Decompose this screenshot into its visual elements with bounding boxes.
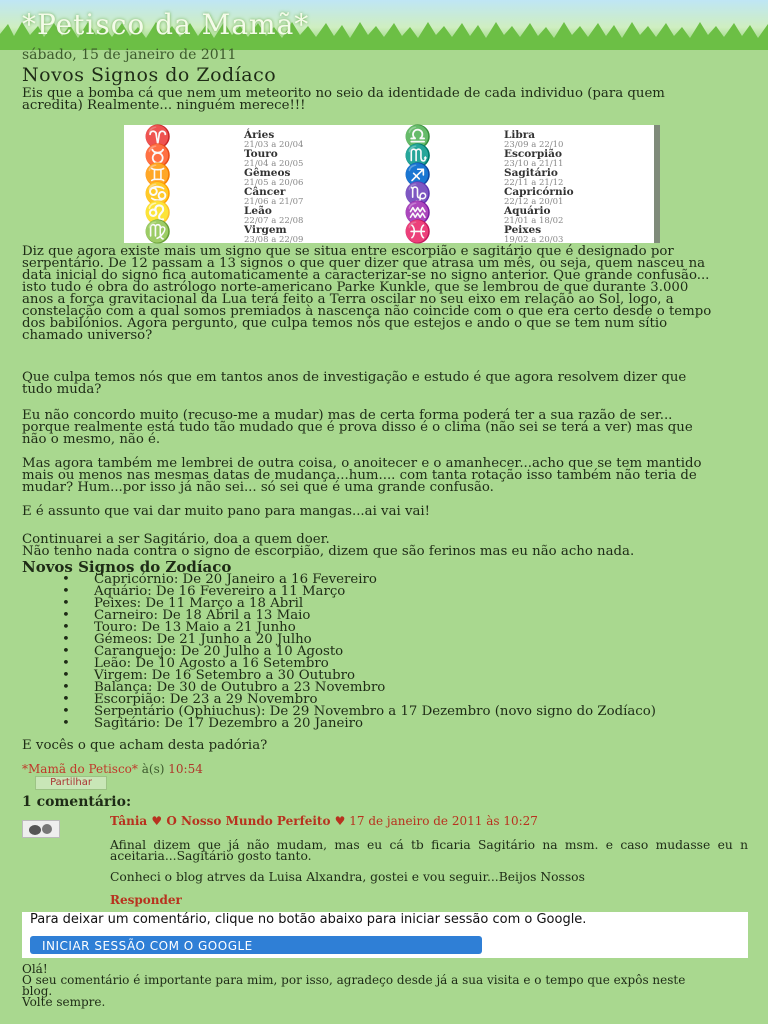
sign-list-item: • Gémeos: De 21 Junho a 20 Julho (62, 634, 712, 646)
zodiac-sign-name: Aquário (504, 205, 551, 217)
zodiac-glyph-icon: ♈ (144, 125, 172, 150)
post-at-label: à(s) (141, 762, 165, 776)
zodiac-sign-name: Áries (244, 129, 275, 141)
google-signin-button[interactable]: INICIAR SESSÃO COM O GOOGLE (30, 936, 482, 954)
sign-list-item: • Caranguejo: De 20 Julho a 10 Agosto (62, 646, 712, 658)
zodiac-sign-dates: 23/10 a 21/11 (504, 159, 564, 169)
zodiac-sign-name: Escorpião (504, 148, 562, 160)
zodiac-sign-dates: 21/06 a 21/07 (244, 197, 304, 207)
zodiac-sign-name: Virgem (244, 224, 287, 236)
zodiac-glyph-icon: ♋ (144, 182, 172, 207)
sign-list-item: • Escorpião: De 23 a 29 Novembro (62, 694, 712, 706)
zodiac-sign-dates: 22/11 a 21/12 (504, 178, 564, 188)
zodiac-glyph-icon: ♓ (404, 220, 432, 245)
sign-list-item: • Sagitário: De 17 Dezembro a 20 Janeiro (62, 718, 712, 730)
post-title[interactable]: Novos Signos do Zodíaco (22, 64, 277, 86)
post-intro: Eis que a bomba cá que nem um meteorito no seio da identidade de cada individuo (para quem acredita) Realmente... ninguém merece!!! (22, 86, 665, 113)
comment-header (110, 816, 720, 827)
zodiac-sign-dates: 23/09 a 22/10 (504, 140, 564, 150)
post-time-link[interactable]: 10:54 (168, 762, 203, 776)
sign-list-item: • Capricórnio: De 20 Janeiro a 16 Fevereiro (62, 574, 712, 586)
post-footer (22, 762, 203, 776)
zodiac-glyph-icon: ♒ (404, 201, 432, 226)
zodiac-sign-name: Sagitário (504, 167, 558, 179)
post-author-link[interactable]: *Mamã do Petisco* (22, 762, 138, 776)
zodiac-glyph-icon: ♉ (144, 144, 172, 169)
sign-list-item: • Peixes: De 11 Março a 18 Abril (62, 598, 712, 610)
avatar-image (23, 821, 59, 837)
sign-list-item: • Aquário: De 16 Fevereiro a 11 Março (62, 586, 712, 598)
zodiac-sign-dates: 21/04 a 20/05 (244, 159, 304, 169)
comment-author-link[interactable]: Tânia ♥ O Nosso Mundo Perfeito ♥ (110, 814, 346, 828)
zodiac-sign-name: Câncer (244, 186, 286, 198)
blog-title[interactable]: *Petisco da Mamã* (22, 8, 310, 41)
zodiac-glyph-icon: ♊ (144, 163, 172, 188)
zodiac-glyph-icon: ♑ (404, 182, 432, 207)
zodiac-sign-name: Touro (244, 148, 278, 160)
blog-footer-note (22, 964, 712, 1008)
signs-list (62, 574, 712, 730)
commenter-avatar[interactable] (22, 820, 60, 838)
zodiac-sign-name: Libra (504, 129, 536, 141)
zodiac-sign-dates: 22/07 a 22/08 (244, 216, 304, 226)
comment-text: Afinal dizem que já não mudam, mas eu cá tb ficaria Sagitário na msm. e caso mudasse eu n aceitaria...Sagitário gosto tanto. (110, 838, 748, 863)
zodiac-sign-dates: 22/12 a 20/01 (504, 197, 564, 207)
sign-list-item: • Touro: De 13 Maio a 21 Junho (62, 622, 712, 634)
post-date: sábado, 15 de janeiro de 2011 (22, 47, 237, 63)
comment-body (110, 840, 748, 883)
zodiac-sign-dates: 23/08 a 22/09 (244, 235, 304, 245)
zodiac-sign-name: Capricórnio (504, 186, 574, 198)
zodiac-sign-name: Gêmeos (244, 167, 291, 179)
post-closing: E vocês o que acham desta padória? (22, 738, 268, 753)
zodiac-sign-dates: 21/03 a 20/04 (244, 140, 304, 150)
login-prompt: Para deixar um comentário, clique no botão abaixo para iniciar sessão com o Google. (30, 912, 587, 927)
zodiac-glyph-icon: ♌ (144, 201, 172, 226)
footer-line: O seu comentário é importante para mim, por isso, agradeço desde já a sua visita e o tempo que expôs neste blog. (22, 973, 686, 998)
post-paragraph: Diz que agora existe mais um signo que se situa entre escorpião e sagitário que é designado por serpentário. De 12 passam a 13 signos o que quer dizer que atrasa um mês, ou seja, quem nasceu na data inicial do signo fica automaticamente a caracterizar-se no signo anterior. Que grande confusão... isto tudo é obra do astrólogo norte-americano Parke Kunkle, que se lembrou de que durante 3.000 anos a força gravitacional da Lua terá feito a Terra oscilar no seu eixo em relação ao Sol, logo, a constelação com a qual somos premiados à nascença não coincide com o que era certo desde o tempo dos babilónios. Agora pergunto, que culpa temos nós que estejos e ando o que se tem num sítio chamado universo? (22, 244, 712, 343)
post-paragraph: Mas agora também me lembrei de outra coisa, o anoitecer e o amanhecer...acho que se tem mantido mais ou menos nas mesmas datas de mudança...hum.... com tanta rotação isso também não teria de mudar? Hum...por isso já não sei... só sei que é uma grande confusão. (22, 456, 702, 495)
comment-login-box (22, 912, 748, 958)
reply-link[interactable]: Responder (110, 893, 182, 907)
zodiac-signs-image (124, 125, 660, 243)
zodiac-sign-name: Leão (244, 205, 272, 217)
comment-date-link[interactable]: 17 de janeiro de 2011 às 10:27 (349, 814, 538, 828)
zodiac-glyph-icon: ♐ (404, 163, 432, 188)
post-paragraph: Que culpa temos nós que em tantos anos de investigação e estudo é que agora resolvem dizer que tudo muda? (22, 370, 687, 397)
post-paragraph: Continuarei a ser Sagitário, doa a quem doer. (22, 532, 330, 547)
sign-list-item: • Carneiro: De 18 Abril a 13 Maio (62, 610, 712, 622)
comment-text: Conheci o blog atrves da Luisa Alxandra, gostei e vou seguir...Beijos Nossos (110, 870, 585, 884)
blog-header (0, 0, 768, 50)
zodiac-sign-dates: 19/02 a 20/03 (504, 235, 564, 245)
sign-list-item: • Serpentário (Ophiuchus): De 29 Novembro a 17 Dezembro (novo signo do Zodíaco) (62, 706, 712, 718)
zodiac-sign-dates: 21/05 a 20/06 (244, 178, 304, 188)
post-paragraph: E é assunto que vai dar muito pano para mangas...ai vai vai! (22, 504, 431, 519)
zodiac-sign-name: Peixes (504, 224, 542, 236)
zodiac-glyph-icon: ♏ (404, 144, 432, 169)
post-paragraph: Não tenho nada contra o signo de escorpião, dizem que são ferinos mas eu não acho nada. (22, 544, 635, 559)
sign-list-item: • Leão: De 10 Agosto a 16 Setembro (62, 658, 712, 670)
footer-line: Volte sempre. (22, 995, 106, 1009)
share-button[interactable]: Partilhar (35, 776, 107, 790)
post-paragraph: Eu não concordo muito (recuso-me a mudar) mas de certa forma poderá ter a sua razão de ser... porque realmente está tudo tão mudado que é prova disso é o clima (não sei se terá a ver) mas que não o mesmo, não é. (22, 408, 693, 447)
zodiac-glyph-icon: ♎ (404, 125, 432, 150)
footer-line: Olá! (22, 962, 48, 976)
signs-list-title: Novos Signos do Zodíaco (22, 558, 232, 576)
comments-heading: 1 comentário: (22, 794, 132, 810)
sign-list-item: • Balança: De 30 de Outubro a 23 Novembro (62, 682, 712, 694)
zodiac-sign-dates: 21/01 a 18/02 (504, 216, 564, 226)
zodiac-glyph-icon: ♍ (144, 220, 172, 245)
sign-list-item: • Virgem: De 16 Setembro a 30 Outubro (62, 670, 712, 682)
